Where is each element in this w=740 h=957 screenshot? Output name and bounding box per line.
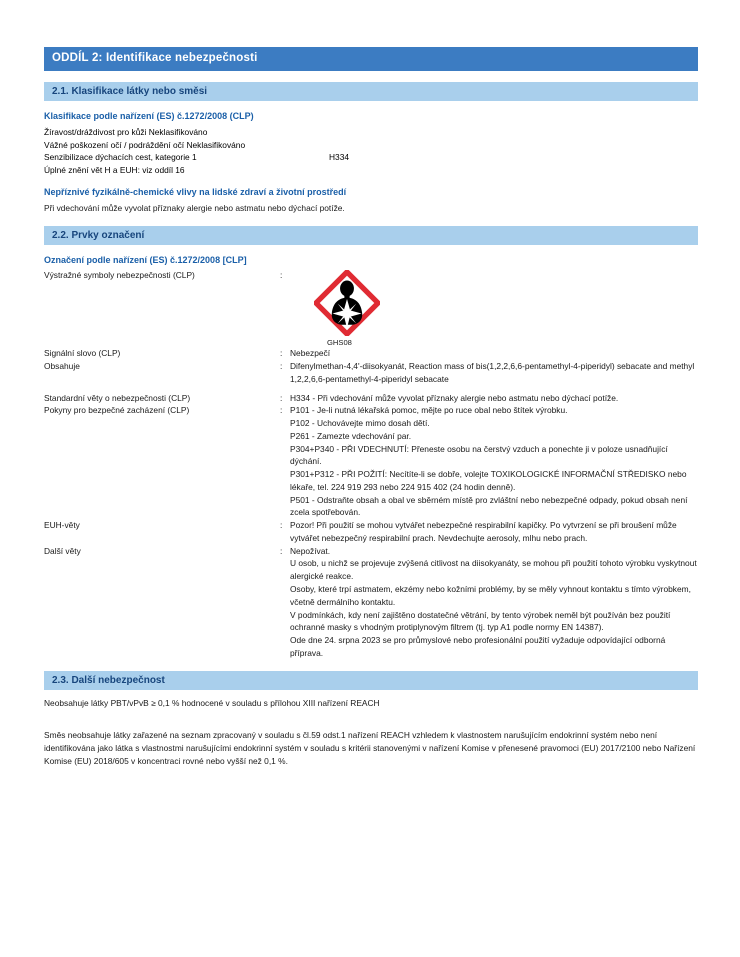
classification-name: Vážné poškození očí / podráždění očí Neklasifikováno — [44, 139, 246, 150]
value-line: Nepožívat. — [290, 545, 331, 556]
pictogram-label: Výstražné symboly nebezpečnosti (CLP) — [44, 270, 195, 281]
labelling-row-hazard-statements — [44, 392, 698, 405]
row-value — [290, 404, 698, 519]
row-value — [290, 545, 698, 660]
value-line: P261 - Zamezte vdechování par. — [290, 430, 412, 441]
subsection-2-1-header: 2.1. Klasifikace látky nebo směsi — [44, 82, 698, 101]
value-line: P101 - Je-li nutná lékařská pomoc, mějte po ruce obal nebo štítek výrobku. — [290, 405, 568, 416]
row-label: Obsahuje — [44, 360, 80, 371]
classification-row — [44, 126, 698, 139]
labelling-rows — [44, 347, 698, 659]
labelling-row-euh-statements — [44, 519, 698, 545]
pictogram-colon: : — [280, 270, 283, 281]
classification-name: Žíravost/dráždivost pro kůži Neklasifikováno — [44, 126, 208, 137]
pictogram-code-caption: GHS08 — [327, 338, 352, 348]
classification-list — [44, 126, 698, 177]
row-colon: : — [280, 545, 283, 556]
other-hazards-paragraph-2: Směs neobsahuje látky zařazené na seznam zpracovaný v souladu s čl.59 odst.1 nařízení REACH vzhledem k vlastnostem narušujícím endokrinní systém nebo není identifikována jako látka s vlastnostmi narušujícími endokrinní systém v souladu s kritérii stanovenými v nařízení Komise v přenesené pravomoci (EU) 2017/2100 nebo Nařízení Komise (EU) 2018/605 v koncentraci rovné nebo vyšší než 0,1 %. — [44, 729, 696, 766]
row-colon: : — [280, 392, 283, 403]
row-colon: : — [280, 405, 283, 416]
labelling-row-additional-statements — [44, 545, 698, 660]
value-line: P501 - Odstraňte obsah a obal ve sběrném místě pro zvláštní nebo nebezpečné odpady, pokud obsah není zcela spotřebován. — [290, 494, 688, 518]
value-line: Osoby, které trpí astmatem, ekzémy nebo kožními problémy, by se měly vyhnout kontaktu s tímto výrobkem, včetně dermálního kontaktu. — [290, 584, 691, 607]
paragraph-spacer — [44, 710, 698, 722]
classification-code — [329, 126, 698, 139]
pictogram-row — [44, 270, 698, 347]
other-hazards-paragraph-1: Neobsahuje látky PBT/vPvB ≥ 0,1 % hodnocené v souladu s přílohou XIII nařízení REACH — [44, 697, 380, 708]
value-line: P301+P312 - PŘI POŽITÍ: Necítíte-li se dobře, volejte TOXIKOLOGICKÉ INFORMAČNÍ STŘEDISKO nebo lékaře, tel. 224 919 293 nebo 224 915 402 (24 hodin denně). — [290, 469, 687, 492]
page-content — [44, 47, 698, 768]
labelling-row-signal-word — [44, 347, 698, 360]
classification-code — [329, 139, 698, 152]
classification-row — [44, 139, 698, 152]
ghs08-health-hazard-icon — [314, 270, 380, 336]
row-label: Pokyny pro bezpečné zacházení (CLP) — [44, 405, 190, 416]
classification-code — [329, 164, 698, 177]
subsection-2-2-header: 2.2. Prvky označení — [44, 226, 698, 245]
subsection-2-3-header: 2.3. Další nebezpečnost — [44, 671, 698, 690]
classification-name: Senzibilizace dýchacích cest, kategorie 1 — [44, 152, 197, 163]
value-line: U osob, u nichž se projevuje zvýšená citlivost na diisokyanáty, se mohou při použití tohoto výrobku vyskytnout alergické reakce. — [290, 558, 697, 582]
adverse-effects-heading: Nepříznivé fyzikálně-chemické vlivy na lidské zdraví a životní prostředí — [44, 186, 347, 197]
value-line: V podmínkách, kdy není zajištěno dostatečné větrání, by tento výrobek neměl být používán bez použití ochranné masky s vhodným protiplynovým filtrem (tj. typ A1 podle normy EN 14387). — [290, 609, 671, 633]
value-line: H334 - Při vdechování může vyvolat příznaky alergie nebo astmatu nebo dýchací potíže. — [290, 392, 619, 403]
row-value — [290, 347, 698, 360]
value-line: P304+P340 - PŘI VDECHNUTÍ: Přeneste osobu na čerstvý vzduch a ponechte ji v poloze usnadňující dýchání. — [290, 443, 668, 467]
row-label: EUH-věty — [44, 520, 80, 531]
value-line: Ode dne 24. srpna 2023 se pro průmyslové nebo profesionální použití vyžaduje odpovídající odborná příprava. — [290, 635, 666, 658]
section-2-header: ODDÍL 2: Identifikace nebezpečnosti — [44, 47, 698, 71]
labelling-row-precautionary-statements — [44, 404, 698, 519]
row-value — [290, 360, 698, 386]
classification-code: H334 — [329, 152, 350, 163]
classification-name: Úplné znění vět H a EUH: viz oddíl 16 — [44, 165, 185, 176]
pictogram-wrapper — [290, 270, 698, 347]
row-colon: : — [280, 520, 283, 531]
classification-row — [44, 164, 698, 177]
clp-labelling-heading: Označení podle nařízení (ES) č.1272/2008 [CLP] — [44, 254, 247, 265]
value-line: Difenylmethan-4,4'-diisokyanát, Reaction mass of bis(1,2,2,6,6-pentamethyl-4-piperidyl) sebacate and methyl 1,2,2,6,6-pentamethyl-4-piperidyl sebacate — [290, 360, 695, 384]
labelling-row-contains — [44, 360, 698, 386]
value-line: Pozor! Při použití se mohou vytvářet nebezpečné respirabilní kapičky. Po vytvrzení se při broušení může vytvářet nebezpečný respirabilní prach. Nevdechujte aerosoly, mlhu nebo prach. — [290, 520, 677, 543]
clp-classification-heading: Klasifikace podle nařízení (ES) č.1272/2008 (CLP) — [44, 110, 254, 121]
value-line: P102 - Uchovávejte mimo dosah dětí. — [290, 418, 430, 429]
adverse-effects-text: Při vdechování může vyvolat příznaky alergie nebo astmatu nebo dýchací potíže. — [44, 203, 345, 214]
row-value — [290, 519, 698, 545]
row-label: Signální slovo (CLP) — [44, 348, 121, 359]
value-line: Nebezpečí — [290, 348, 331, 359]
row-label: Další věty — [44, 545, 81, 556]
classification-row — [44, 151, 698, 164]
row-value — [290, 392, 698, 405]
row-label: Standardní věty o nebezpečnosti (CLP) — [44, 392, 191, 403]
row-colon: : — [280, 348, 283, 359]
row-colon: : — [280, 360, 283, 371]
